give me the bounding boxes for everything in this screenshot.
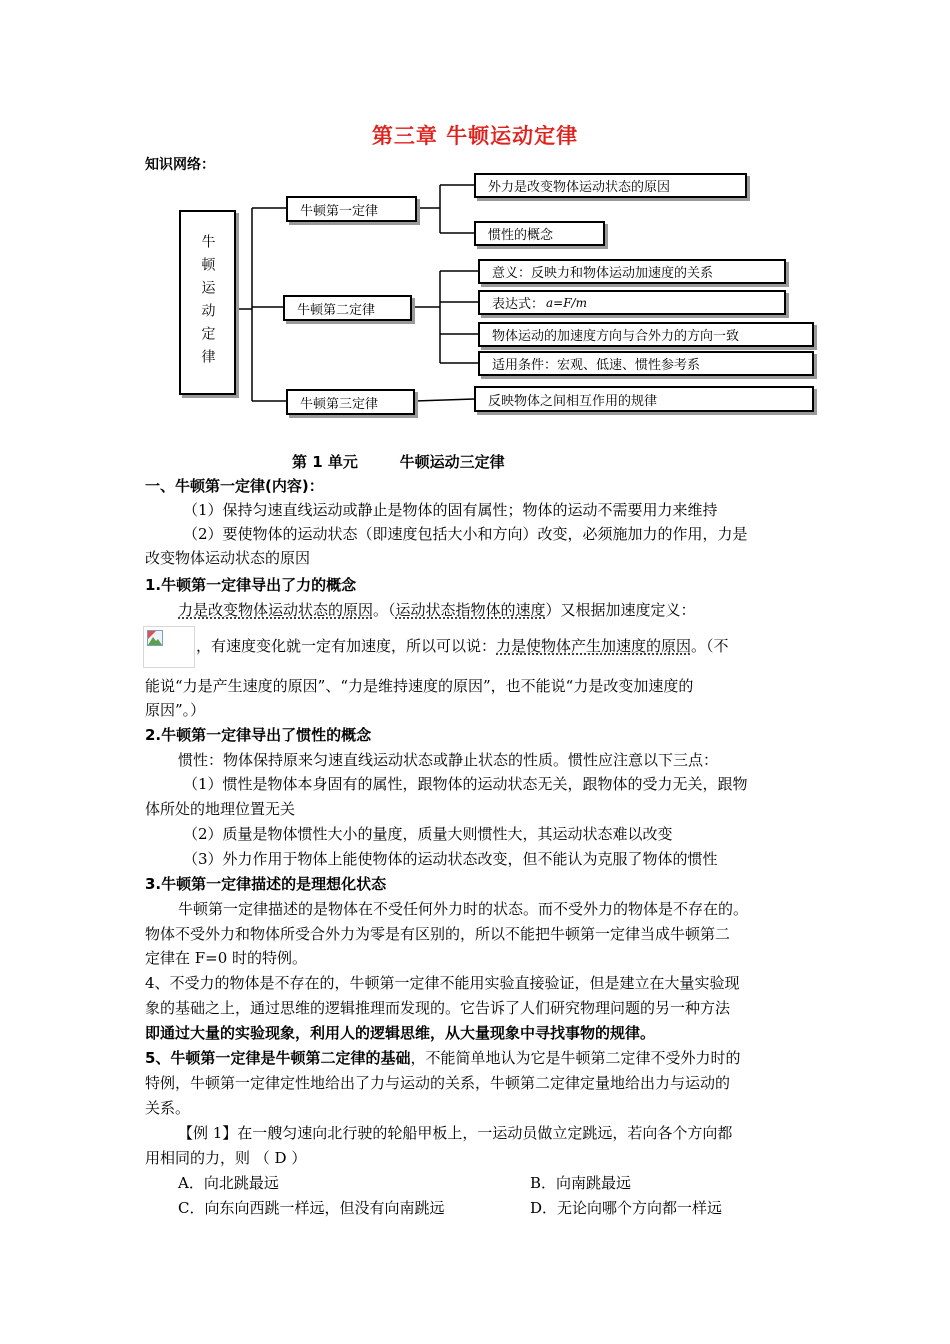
law2-item-4: 适用条件：宏观、低速、惯性参考系: [478, 351, 814, 376]
broken-image-icon: [147, 630, 163, 646]
s1-p2a: （2）要使物体的运动状态（即速度包括大小和方向）改变，必须施加力的作用，力是: [183, 525, 748, 543]
s5-l2: 象的基础之上，通过思维的逻辑推理而发现的。它告诉了人们研究物理问题的另一种方法: [145, 999, 731, 1017]
s2-l1d: ）又根据加速度定义：: [545, 601, 696, 619]
s3-l1: 惯性：物体保持原来匀速直线运动状态或静止状态的性质。惯性应注意以下三点：: [178, 751, 719, 769]
s2-line1: [178, 598, 696, 622]
law2-item-2: [478, 290, 786, 315]
unit-title: 第 1 单元 牛顿运动三定律: [292, 453, 505, 471]
law3-box: 牛顿第三定律: [286, 389, 415, 415]
s2-line2: [196, 634, 729, 658]
s2-l4: 原因”。）: [145, 701, 206, 719]
law2-item-3: 物体运动的加速度方向与合外力的方向一致: [478, 322, 814, 347]
s3-l4: （2）质量是物体惯性大小的量度，质量大则惯性大，其运动状态难以改变: [183, 825, 673, 843]
option-a: A．向北跳最远: [178, 1174, 279, 1192]
chapter-title: 第三章 牛顿运动定律: [371, 124, 579, 148]
expression-label: 表达式：: [492, 297, 545, 312]
formula: a=F/m: [546, 295, 587, 310]
s4-l3: 定律在 F=0 时的特例。: [145, 949, 308, 967]
s6-l2: 特例，牛顿第一定律定性地给出了力与运动的关系，牛顿第二定律定量地给出力与运动的: [145, 1074, 731, 1092]
s2-l2c: 。（不: [691, 637, 729, 655]
option-b: B．向南跳最远: [530, 1174, 632, 1192]
s5-l3: 即通过大量的实验现象，利用人的逻辑思维，从大量现象中寻找事物的规律。: [145, 1024, 656, 1042]
law1-box: 牛顿第一定律: [286, 196, 417, 222]
law1-item-2: 惯性的概念: [474, 221, 605, 246]
option-d: D．无论向哪个方向都一样远: [530, 1199, 723, 1217]
s6-l1a: 5、牛顿第一定律是牛顿第二定律的基础: [145, 1049, 411, 1067]
s6-l3: 关系。: [145, 1099, 191, 1117]
s1-p2b: 改变物体运动状态的原因: [145, 549, 311, 567]
s2-l2b: 力是使物体产生加速度的原因: [496, 637, 692, 655]
formula-image-placeholder: [143, 626, 195, 668]
root-box: 牛顿运动定律: [179, 210, 236, 395]
s5-l1: 4、不受力的物体是不存在的，牛顿第一定律不能用实验直接验证，但是建立在大量实验现: [145, 974, 740, 992]
s1-heading: 一、牛顿第一定律(内容)：: [145, 477, 324, 495]
s3-l3: 体所处的地理位置无关: [145, 800, 296, 818]
s2-l2a: ，有速度变化就一定有加速度，所以可以说：: [196, 637, 497, 655]
s4-l2: 物体不受外力和物体所受合外力为零是有区别的，所以不能把牛顿第一定律当成牛顿第二: [145, 925, 731, 943]
s2-l3: 能说“力是产生速度的原因”、“力是维持速度的原因”，也不能说“力是改变加速度的: [145, 677, 694, 695]
s6-l1b: ，不能简单地认为它是牛顿第二定律不受外力时的: [410, 1049, 741, 1067]
s3-heading: 2.牛顿第一定律导出了惯性的概念: [145, 726, 372, 744]
example-l2: 用相同的力，则 （ D ）: [145, 1149, 307, 1167]
knowledge-network-label: 知识网络：: [145, 157, 215, 173]
s2-heading: 1.牛顿第一定律导出了力的概念: [145, 576, 357, 594]
example-l1: 【例 1】在一艘匀速向北行驶的轮船甲板上，一运动员做立定跳远，若向各个方向都: [178, 1124, 733, 1142]
s2-l1a: 力是改变物体运动状态的原因: [178, 601, 374, 619]
s4-l1: 牛顿第一定律描述的是物体在不受任何外力时的状态。而不受外力的物体是不存在的。: [178, 900, 749, 918]
s3-l2: （1）惯性是物体本身固有的属性，跟物体的运动状态无关，跟物体的受力无关，跟物: [183, 775, 748, 793]
law1-item-1: 外力是改变物体运动状态的原因: [474, 173, 747, 198]
s6-line1: [145, 1046, 740, 1070]
law2-item-1: 意义：反映力和物体运动加速度的关系: [478, 259, 786, 284]
option-c: C．向东向西跳一样远，但没有向南跳远: [178, 1199, 445, 1217]
law3-item-1: 反映物体之间相互作用的规律: [474, 386, 814, 412]
s2-l1c: 运动状态指物体的速度: [395, 601, 546, 619]
s4-heading: 3.牛顿第一定律描述的是理想化状态: [145, 875, 387, 893]
s1-p1: （1）保持匀速直线运动或静止是物体的固有属性；物体的运动不需要用力来维持: [183, 501, 718, 519]
s3-l5: （3）外力作用于物体上能使物体的运动状态改变，但不能认为克服了物体的惯性: [183, 850, 718, 868]
law2-box: 牛顿第二定律: [283, 295, 412, 321]
s2-l1b: 。（: [373, 601, 396, 619]
